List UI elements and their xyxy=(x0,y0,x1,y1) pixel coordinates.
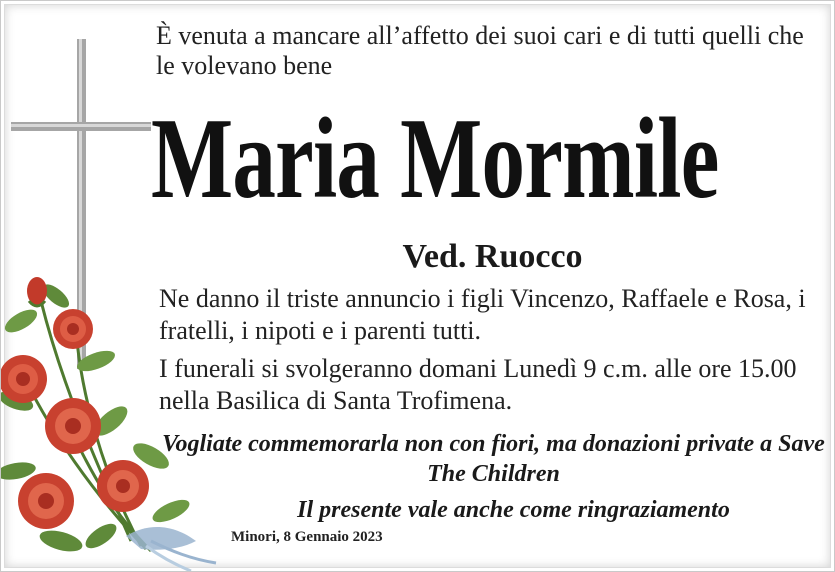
dateline: Minori, 8 Gennaio 2023 xyxy=(231,529,383,545)
funeral-details: I funerali si svolgeranno domani Lunedì 9 c.m. alle ore 15.00 nella Basilica di Santa Trofimena. xyxy=(159,354,797,415)
donation-request: Vogliate commemorarla non con fiori, ma donazioni private a Save The Children xyxy=(162,431,825,487)
thanks-note: Il presente vale anche come ringraziamento xyxy=(297,497,730,523)
announcement-text: Ne danno il triste annuncio i figli Vincenzo, Raffaele e Rosa, i fratelli, i nipoti e i parenti tutti. xyxy=(159,284,806,345)
widow-of-note: Ved. Ruocco xyxy=(402,238,583,275)
intro-text: È venuta a mancare all’affetto dei suoi cari e di tutti quelli che le volevano bene xyxy=(156,21,804,80)
deceased-name: Maria Mormile xyxy=(151,95,719,223)
